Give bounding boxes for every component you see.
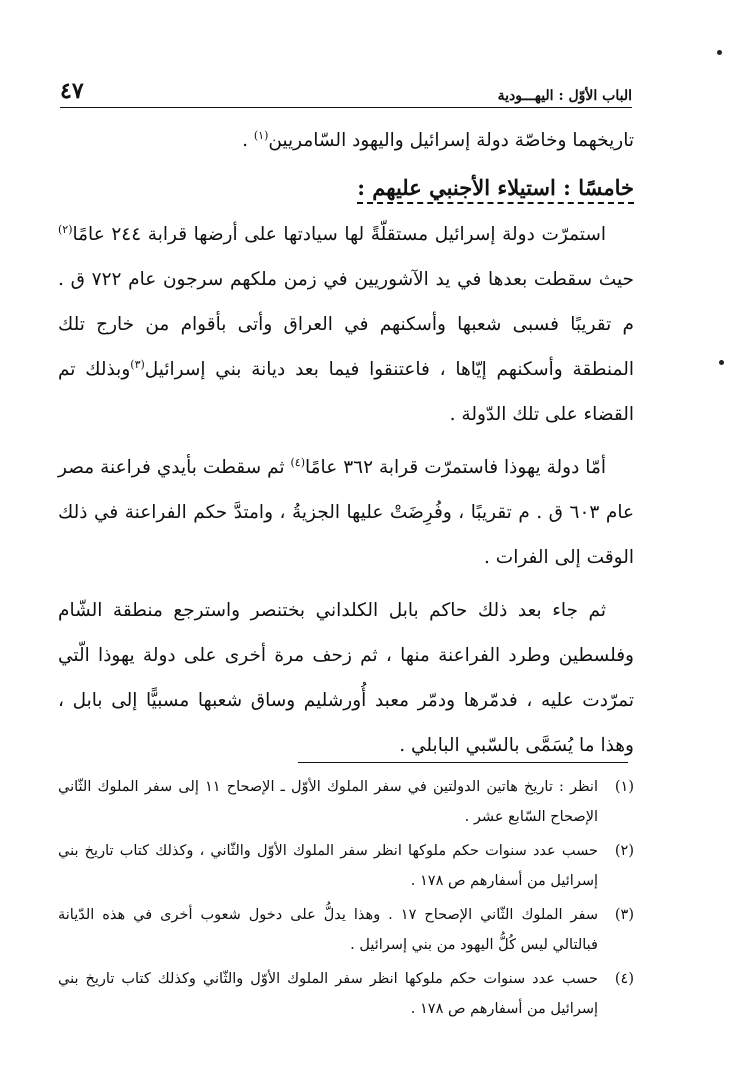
header-rule [60,107,632,108]
paragraph-text: وبذلك تم القضاء على تلك الدّولة . [58,359,634,425]
paragraph-text: ثم سقطت بأيدي فراعنة مصر عام ٦٠٣ ق . م تقريبًا ، وفُرِضَتْ عليها الجزيةُ ، وامتدَّ حكم الفراعنة في ذلك الوقت إلى الفرات . [58,457,634,568]
footnote-text: سفر الملوك الثّاني الإصحاح ١٧ . وهذا يدلُّ على دخول شعوب أخرى في هذه الدّيانة فبالتالي ليس كُلُّ اليهود من بني إسرائيل . [58,907,598,953]
paragraph [58,118,634,163]
section-heading-text: خامسًا : استيلاء الأجنبي عليهم : [357,175,634,204]
paragraph [58,445,634,580]
paragraph-text: تاريخهما وخاصّة دولة إسرائيل واليهود السّامريين [268,130,634,151]
footnote [58,964,634,1024]
footnote [58,772,634,832]
paragraph-text: حيث سقطت بعدها في يد الآشوريين في زمن ملكهم سرجون عام ٧٢٢ ق . م تقريبًا فسبى شعبها وأسكنهم في العراق وأتى بأقوام من خارج تلك المنطقة وأسكنهم إيّاها ، فاعتنقوا فيما بعد ديانة بني إسرائيل [58,269,634,380]
footnote-text: حسب عدد سنوات حكم ملوكها انظر سفر الملوك الأوّل والثّاني وكذلك كتاب تاريخ بني إسرائيل من أسفارهم ص ١٧٨ . [58,971,598,1017]
footnote [58,836,634,896]
page-header [60,80,632,104]
footnote-number: (٤) [614,971,634,987]
scan-speck [719,360,724,365]
paragraph [58,212,634,437]
footnote-number: (٣) [614,907,634,923]
footnote-ref: (٣) [130,357,145,371]
running-head: الباب الأوّل : اليهـــودية [497,88,632,104]
paragraph-text: ثم جاء بعد ذلك حاكم بابل الكلداني بختنصر واسترجع منطقة الشّام وفلسطين وطرد الفراعنة منها ، ثم زحف مرة أخرى على دولة يهوذا الّتي تمرّدت عليه ، فدمّرها ودمّر معبد أُورشليم وساق شعبها مسبيًّا إلى بابل ، وهذا ما يُسَمَّى بالسّبي البابلي . [58,600,634,756]
paragraph-text: أمّا دولة يهوذا فاستمرّت قرابة ٣٦٢ عامًا [305,457,606,478]
footnote-ref: (١) [253,128,269,142]
paragraph [58,588,634,768]
footnote-text: حسب عدد سنوات حكم ملوكها انظر سفر الملوك الأوّل والثّاني ، وكذلك كتاب تاريخ بني إسرائيل من أسفارهم ص ١٧٨ . [58,843,598,889]
footnote-ref: (٤) [290,455,306,469]
footnote [58,900,634,960]
footnote-number: (١) [614,779,634,795]
paragraph-text: استمرّت دولة إسرائيل مستقلّةً لها سيادتها على أرضها قرابة ٢٤٤ عامًا [72,224,606,245]
page-number: ٤٧ [60,78,84,104]
paragraph-text: . [242,130,254,151]
section-heading [58,165,634,210]
footnote-ref: (٢) [58,222,73,236]
footnotes [58,772,634,1028]
main-text [58,118,634,768]
footnote-rule [298,762,628,763]
footnote-text: انظر : تاريخ هاتين الدولتين في سفر الملوك الأوّل ـ الإصحاح ١١ إلى سفر الملوك الثّاني الإصحاح السّابع عشر . [58,779,598,825]
scan-speck [717,50,722,55]
footnote-number: (٢) [614,843,634,859]
